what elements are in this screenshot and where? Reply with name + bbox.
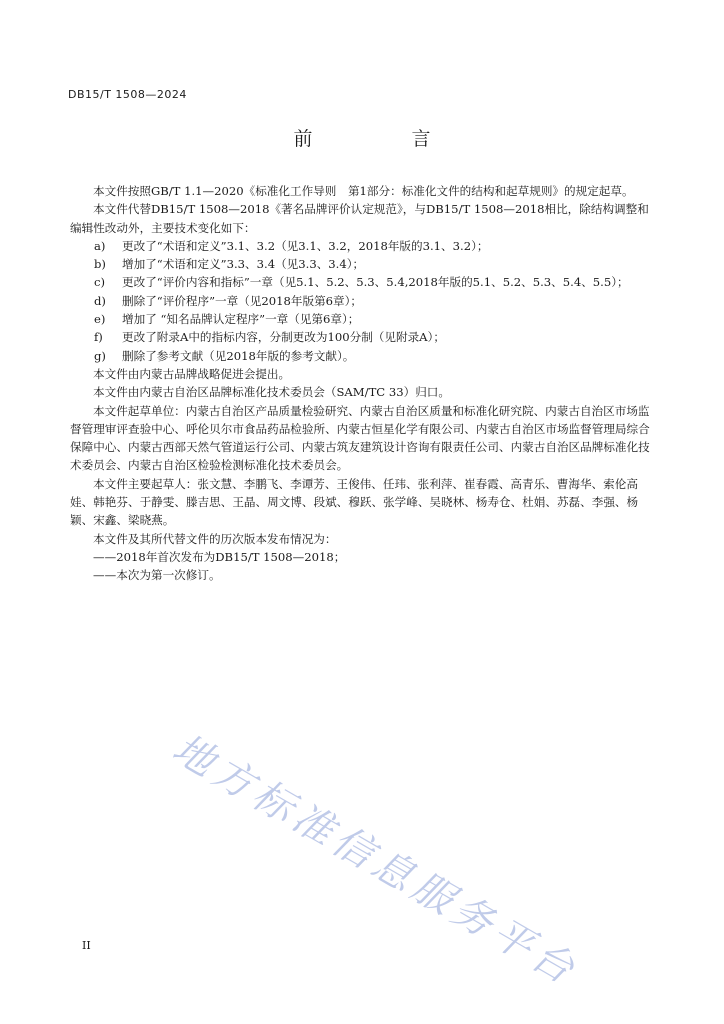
change-item-mark: f): [94, 330, 103, 345]
change-item-text: 更改了附录A中的指标内容，分制更改为100分制（见附录A）；: [122, 330, 445, 345]
paragraph-administered-by: 本文件由内蒙古自治区品牌标准化技术委员会（SAM/TC 33）归口。: [93, 385, 450, 400]
change-item-text: 更改了“术语和定义”3.1、3.2（见3.1、3.2，2018年版的3.1、3.2）；: [122, 238, 489, 253]
history-item: ——本次为第一次修订。: [93, 568, 221, 583]
change-item: [70, 310, 654, 328]
change-item-mark: e): [94, 312, 106, 327]
change-item-mark: c): [94, 275, 106, 290]
change-item-text: 增加了 “知名品牌认定程序”一章（见第6章）；: [122, 312, 360, 327]
page-title: 前 言: [293, 128, 471, 150]
paragraph-drafters: 本文件主要起草人：张文慧、李鹏飞、李谭芳、王俊伟、任玮、张利萍、崔春霞、高青乐、曹海华、索伦高娃、韩艳芬、于静雯、滕吉思、王晶、周文博、段斌、穆跃、张学峰、吴晓林、杨寿仓、杜娟、苏磊、李强、杨颖、宋鑫、梁晓燕。: [70, 476, 639, 528]
change-item-text: 更改了“评价内容和指标”一章（见5.1、5.2、5.3、5.4,2018年版的5.1、5.2、5.3、5.4、5.5）；: [122, 275, 629, 290]
paragraph-proposer: 本文件由内蒙古品牌战略促进会提出。: [93, 366, 291, 381]
change-item: [70, 237, 654, 255]
change-item: [70, 255, 654, 273]
change-item: [70, 347, 654, 365]
history-item: ——2018年首次发布为DB15/T 1508—2018；: [93, 549, 346, 564]
paragraph-drafting-rule: 本文件按照GB/T 1.1—2020《标准化工作导则 第1部分：标准化文件的结构和起草规则》的规定起草。: [93, 184, 634, 198]
paragraph-replaces: 本文件代替DB15/T 1508—2018《著名品牌评价认定规范》，与DB15/T 1508—2018相比，除结构调整和编辑性改动外，主要技术变化如下：: [70, 202, 649, 235]
change-item-mark: g): [94, 348, 106, 363]
change-item-text: 删除了“评价程序”一章（见2018年版第6章）；: [122, 293, 363, 308]
change-item-mark: b): [94, 257, 106, 272]
change-item-text: 删除了参考文献（见2018年版的参考文献）。: [122, 348, 355, 363]
change-item-mark: a): [94, 238, 106, 253]
standard-number: DB15/T 1508—2024: [68, 88, 187, 101]
change-item: [70, 292, 654, 310]
paragraph-drafting-units: 本文件起草单位：内蒙古自治区产品质量检验研究、内蒙古自治区质量和标准化研究院、内蒙古自治区市场监督管理审评查验中心、呼伦贝尔市食品药品检验所、内蒙古恒星化学有限公司、内蒙古自治区市场监督管理局综合保障中心、内蒙古西部天然气管道运行公司、内蒙古筑友建筑设计咨询有限责任公司、内蒙古自治区品牌标准化技术委员会、内蒙古自治区检验检测标准化技术委员会。: [70, 403, 650, 473]
change-item-mark: d): [94, 293, 106, 308]
change-item: [70, 273, 654, 291]
change-item-text: 增加了“术语和定义”3.3、3.4（见3.3、3.4）；: [122, 257, 365, 272]
paragraph-history-intro: 本文件及其所代替文件的历次版本发布情况为：: [93, 531, 337, 546]
watermark: 地方标准信息服务平台: [164, 725, 587, 996]
foreword-body: [70, 182, 654, 585]
change-item: [70, 328, 654, 346]
page-number: II: [82, 939, 91, 952]
